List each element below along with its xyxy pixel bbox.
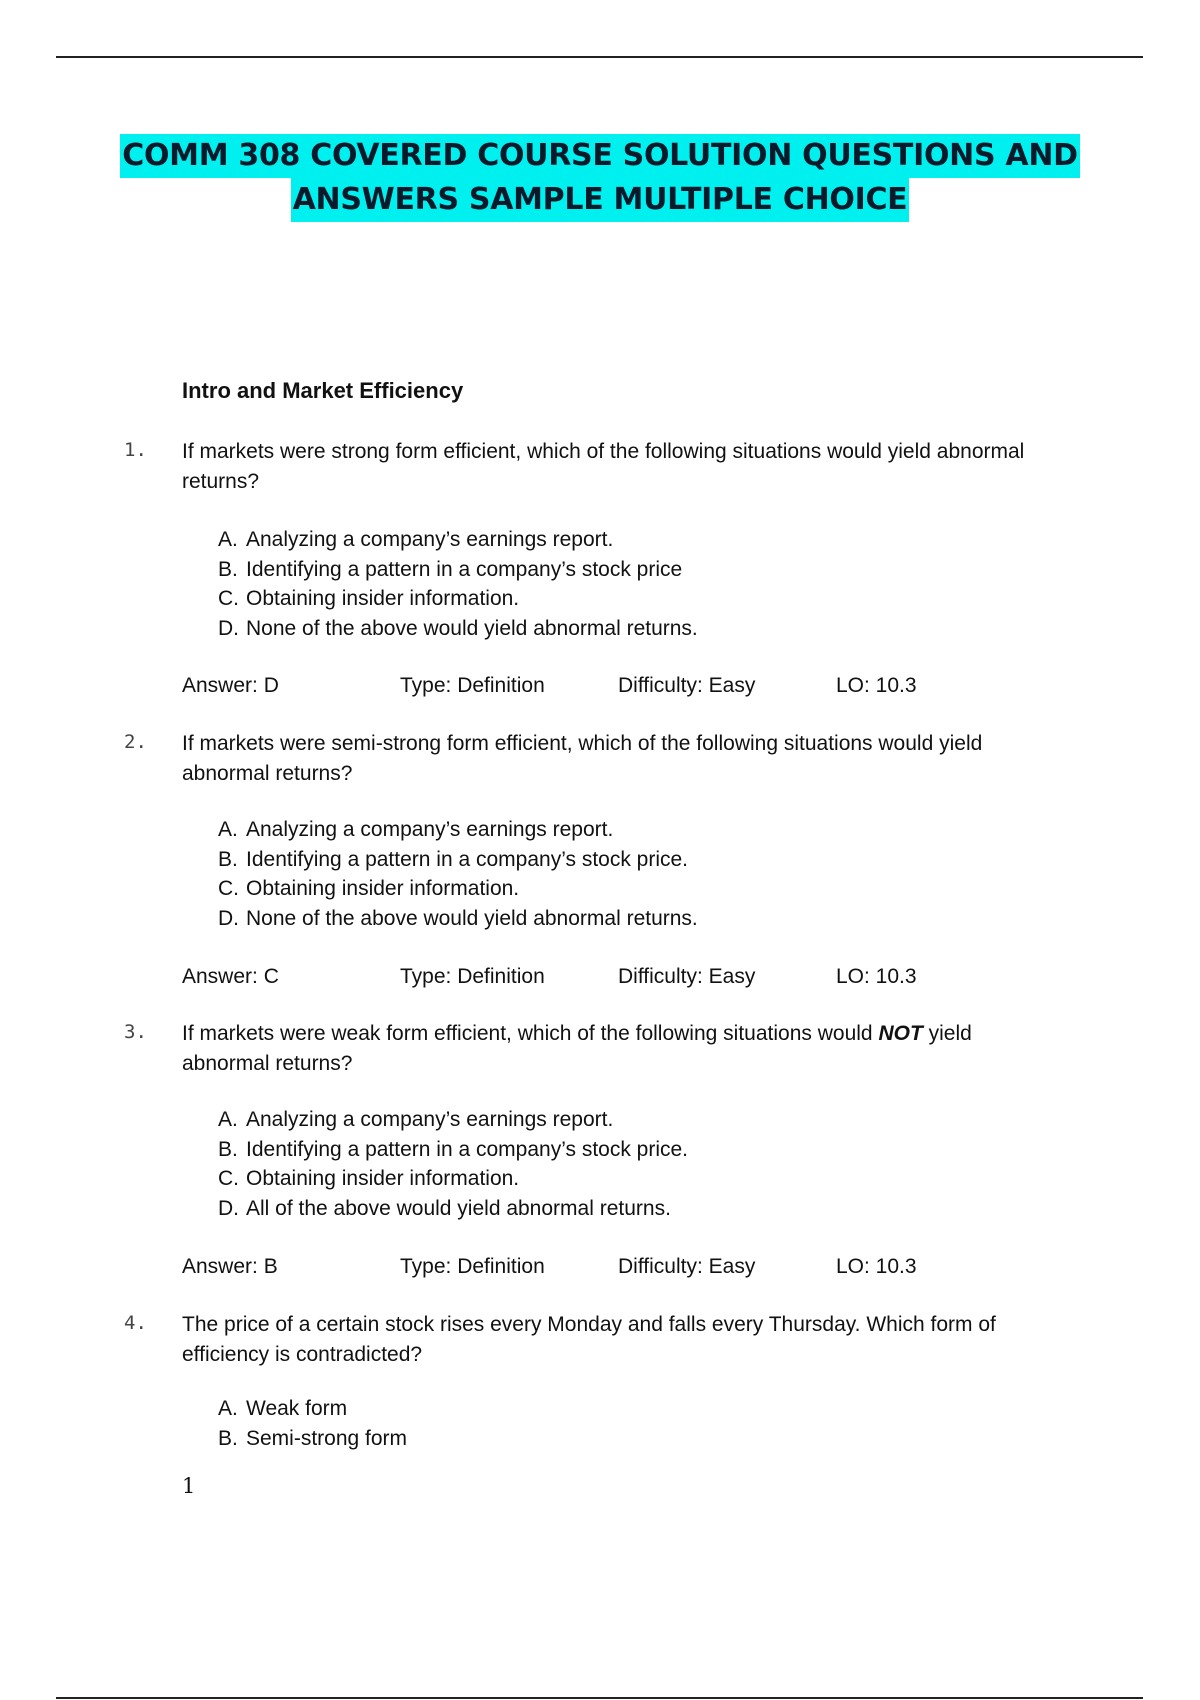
option-letter: D.: [218, 616, 239, 640]
top-rule: [56, 56, 1143, 58]
option-letter: B.: [218, 1426, 238, 1450]
option-letter: C.: [218, 587, 239, 610]
option-b: [218, 1424, 407, 1454]
option-letter: A.: [218, 818, 238, 841]
option-letter: A.: [218, 1397, 238, 1420]
type-label: Type: Definition: [400, 1255, 545, 1278]
option-letter: B.: [218, 557, 238, 581]
question-text: The price of a certain stock rises every Monday and falls every Thursday. Which form of efficiency is contradicted?: [182, 1313, 996, 1366]
options-list: [218, 1105, 688, 1223]
question-number: 3.: [124, 1021, 147, 1043]
option-text: Analyzing a company’s earnings report.: [246, 1108, 614, 1131]
section-heading: Intro and Market Efficiency: [182, 378, 464, 403]
option-text: None of the above would yield abnormal returns.: [246, 906, 698, 930]
lo-label: LO: 10.3: [836, 1255, 917, 1278]
option-text: Obtaining insider information.: [246, 587, 520, 610]
question-number: 1.: [124, 439, 147, 461]
option-letter: B.: [218, 1137, 238, 1161]
options-list: [218, 1394, 407, 1453]
title-line-2: ANSWERS SAMPLE MULTIPLE CHOICE: [291, 178, 910, 222]
option-c: [218, 1164, 688, 1194]
option-text: All of the above would yield abnormal returns.: [246, 1196, 671, 1220]
question-text: [182, 1019, 1062, 1079]
question-text: If markets were semi-strong form efficient, which of the following situations would yield abnormal returns?: [182, 732, 983, 785]
option-a: [218, 815, 698, 845]
options-list: [218, 815, 698, 933]
option-letter: A.: [218, 528, 238, 551]
option-b: [218, 845, 698, 875]
type-label: Type: Definition: [400, 674, 545, 697]
option-a: [218, 1394, 407, 1424]
option-c: [218, 584, 698, 614]
option-text: Semi-strong form: [246, 1426, 408, 1450]
option-text: Obtaining insider information.: [246, 877, 520, 900]
option-a: [218, 525, 698, 555]
answer-label: Answer: D: [182, 674, 279, 697]
question-text-emphasis: NOT: [878, 1022, 923, 1045]
type-label: Type: Definition: [400, 965, 545, 988]
option-letter: D.: [218, 1196, 239, 1220]
question-text-part: yield abnormal returns?: [182, 1022, 972, 1075]
option-d: [218, 1194, 688, 1224]
option-text: Analyzing a company’s earnings report.: [246, 818, 614, 841]
bottom-rule: [56, 1697, 1143, 1699]
option-text: Weak form: [246, 1397, 348, 1420]
title-line-1: COMM 308 COVERED COURSE SOLUTION QUESTIONS AND: [120, 134, 1080, 178]
question-text: If markets were strong form efficient, which of the following situations would yield abnormal returns?: [182, 440, 1025, 493]
option-letter: C.: [218, 877, 239, 900]
option-c: [218, 874, 698, 904]
difficulty-label: Difficulty: Easy: [618, 674, 756, 697]
answer-label: Answer: C: [182, 965, 279, 988]
option-letter: D.: [218, 906, 239, 930]
option-text: Identifying a pattern in a company’s stock price.: [246, 1137, 689, 1161]
lo-label: LO: 10.3: [836, 965, 917, 988]
option-d: [218, 614, 698, 644]
option-d: [218, 904, 698, 934]
question-text-part: If markets were weak form efficient, which of the following situations would: [182, 1022, 879, 1045]
option-letter: B.: [218, 847, 238, 871]
question-number: 4.: [124, 1312, 147, 1334]
answer-label: Answer: B: [182, 1255, 278, 1278]
option-letter: C.: [218, 1167, 239, 1190]
question-number: 2.: [124, 731, 147, 753]
option-text: Identifying a pattern in a company’s stock price.: [246, 847, 689, 871]
option-text: Identifying a pattern in a company’s stock price: [246, 557, 683, 581]
option-text: None of the above would yield abnormal returns.: [246, 616, 698, 640]
option-b: [218, 1135, 688, 1165]
options-list: [218, 525, 698, 643]
option-text: Analyzing a company’s earnings report.: [246, 528, 614, 551]
option-text: Obtaining insider information.: [246, 1167, 520, 1190]
difficulty-label: Difficulty: Easy: [618, 965, 756, 988]
page-number: 1: [182, 1474, 196, 1498]
option-b: [218, 555, 698, 585]
lo-label: LO: 10.3: [836, 674, 917, 697]
difficulty-label: Difficulty: Easy: [618, 1255, 756, 1278]
document-title: [0, 134, 1200, 222]
option-letter: A.: [218, 1108, 238, 1131]
option-a: [218, 1105, 688, 1135]
